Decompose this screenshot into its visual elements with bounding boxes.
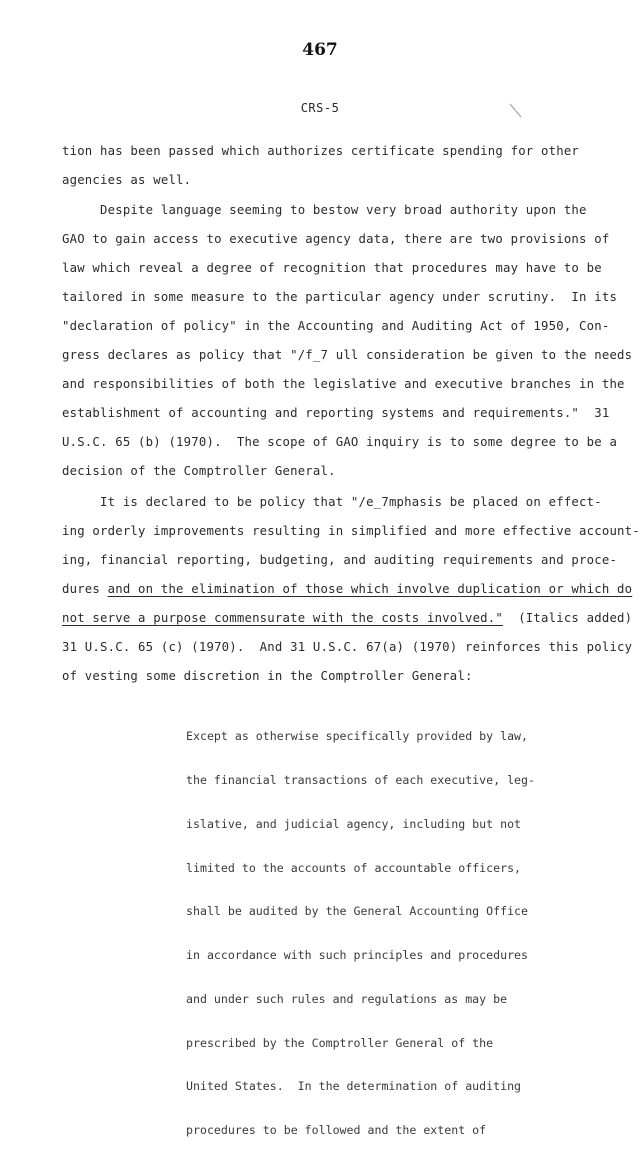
body-line: establishment of accounting and reporting systems and requirements." 31 bbox=[62, 406, 610, 420]
body-line-lead: dures bbox=[62, 582, 108, 596]
body-line: agencies as well. bbox=[62, 173, 192, 187]
stray-pen-mark bbox=[508, 102, 524, 120]
body-line: gress declares as policy that "/f_7 ull consideration be given to the needs bbox=[62, 348, 633, 362]
quote-line: in accordance with such principles and procedures bbox=[186, 948, 529, 963]
quote-line: and under such rules and regulations as may be bbox=[186, 991, 508, 1006]
body-line bbox=[62, 581, 632, 597]
body-line bbox=[62, 610, 632, 626]
quote-line: islative, and judicial agency, including but not bbox=[186, 816, 522, 831]
body-line: 31 U.S.C. 65 (c) (1970). And 31 U.S.C. 67(a) (1970) reinforces this policy bbox=[62, 640, 633, 654]
body-line: It is declared to be policy that "/e_7mphasis be placed on effect- bbox=[62, 495, 602, 509]
italics-added-note: (Italics added) bbox=[503, 611, 633, 625]
body-line: tailored in some measure to the particular agency under scrutiny. In its bbox=[62, 290, 618, 304]
body-line: GAO to gain access to executive agency data, there are two provisions of bbox=[62, 232, 610, 246]
body-line: tion has been passed which authorizes certificate spending for other bbox=[62, 144, 580, 158]
header-code: CRS-5 bbox=[300, 101, 340, 115]
block-quote bbox=[186, 700, 546, 1152]
body-line: "declaration of policy" in the Accounting and Auditing Act of 1950, Con- bbox=[62, 319, 610, 333]
body-line: and responsibilities of both the legislative and executive branches in the bbox=[62, 377, 625, 391]
page-number: 467 bbox=[302, 40, 338, 60]
italicized-underlined-text: not serve a purpose commensurate with the costs involved." bbox=[62, 611, 503, 625]
body-line: law which reveal a degree of recognition that procedures may have to be bbox=[62, 261, 602, 275]
quote-line: United States. In the determination of auditing bbox=[186, 1079, 522, 1094]
body-line: U.S.C. 65 (b) (1970). The scope of GAO inquiry is to some degree to be a bbox=[62, 435, 618, 449]
body-line: decision of the Comptroller General. bbox=[62, 464, 336, 478]
quote-line: the financial transactions of each executive, leg- bbox=[186, 772, 536, 787]
quote-line: limited to the accounts of accountable officers, bbox=[186, 860, 522, 875]
body-line: Despite language seeming to bestow very broad authority upon the bbox=[62, 203, 587, 217]
body-line: ing orderly improvements resulting in simplified and more effective account- bbox=[62, 524, 640, 538]
quote-line: Except as otherwise specifically provided by law, bbox=[186, 729, 529, 744]
body-line: of vesting some discretion in the Comptroller General: bbox=[62, 669, 473, 683]
quote-line: shall be audited by the General Accounting Office bbox=[186, 904, 529, 919]
quote-line: procedures to be followed and the extent of bbox=[186, 1123, 487, 1138]
body-line: ing, financial reporting, budgeting, and auditing requirements and proce- bbox=[62, 553, 618, 567]
italicized-underlined-text: and on the elimination of those which involve duplication or which do bbox=[107, 582, 633, 596]
quote-line: prescribed by the Comptroller General of the bbox=[186, 1035, 494, 1050]
